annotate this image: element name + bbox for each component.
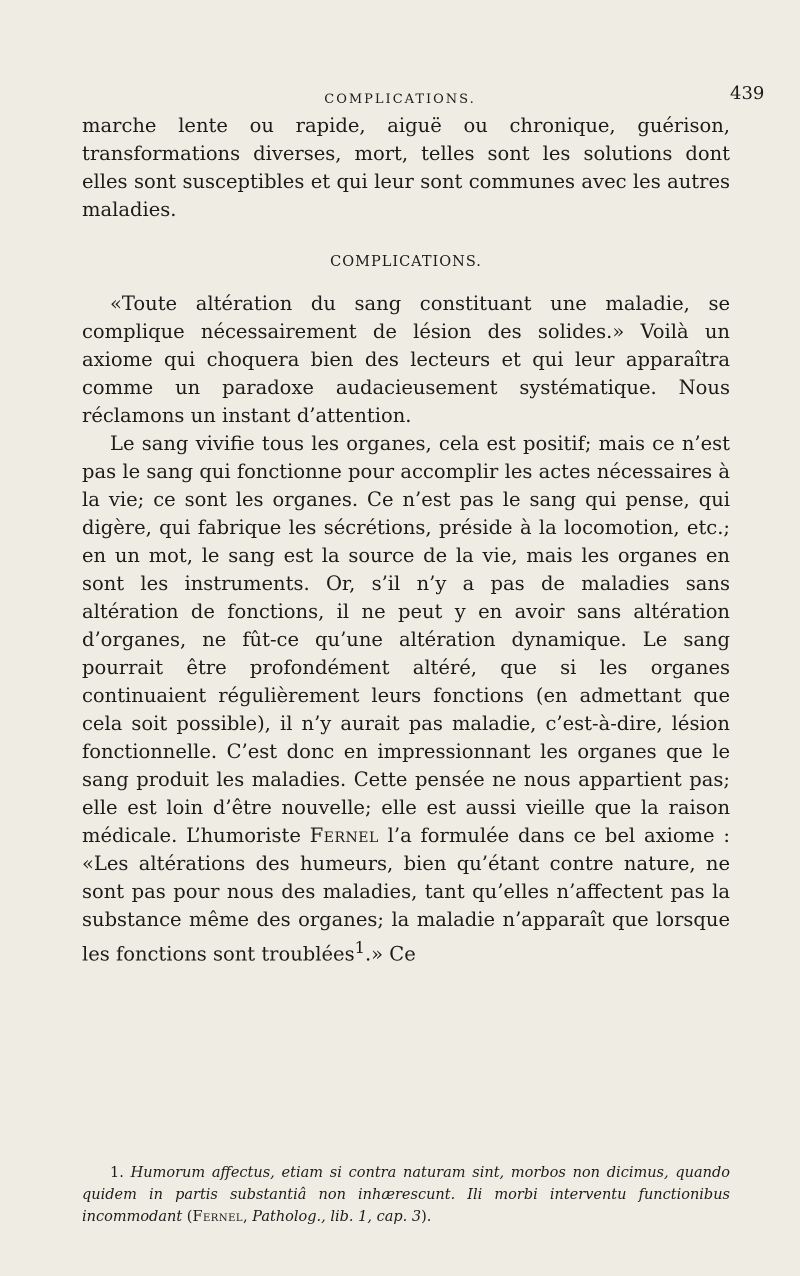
- main-text: [82, 112, 730, 969]
- citation-open: (: [186, 1209, 193, 1225]
- citation-close: ).: [421, 1209, 432, 1225]
- author-name: Fernel: [309, 824, 379, 847]
- footnote: [82, 1162, 730, 1228]
- paragraph-text-part1: Le sang vivifie tous les organes, cela est positif; mais ce n’est pas le sang qui fonctionne pour accomplir les actes nécessaires à la vie; ce sont les organes. Ce n’est pas le sang qui pense, qui digère, qui fabrique les sécrétions, préside à la locomotion, etc.; en un mot, le sang est la source de la vie, mais les organes en sont les instruments. Or, s’il n’y a pas de maladies sans altération de fonctions, il ne peut y en avoir sans altération d’organes, ne fût-ce qu’une altération dynamique. Le sang pourrait être profondément altéré, que si les organes continuaient régulièrement leurs fonctions (en admettant que cela soit possible), il n’y aurait pas maladie, c’est-à-dire, lésion fonctionnelle. C’est donc en impressionnant les organes que le sang produit les maladies. Cette pensée ne nous appartient pas; elle est loin d’être nouvelle; elle est aussi vieille que la raison médicale. L’humoriste: [82, 432, 730, 847]
- section-heading: COMPLICATIONS.: [330, 254, 482, 270]
- footnote-latin-quote: Humorum affectus, etiam si contra naturam sint, morbos non dicimus, quando quidem in partis substantiâ non inhærescunt. Ili morbi interventu functionibus incommodant: [82, 1165, 730, 1225]
- continuation-paragraph: marche lente ou rapide, aiguë ou chronique, guérison, transformations diverses, mort, telles sont les solutions dont elles sont susceptibles et qui leur sont communes avec les autres maladies.: [82, 114, 730, 221]
- citation-separator: ,: [243, 1209, 253, 1225]
- paragraph-argument: [82, 430, 730, 969]
- paragraph-text-part2: l’a formulée dans ce bel axiome : «Les altérations des humeurs, bien qu’étant contre nature, ne sont pas pour nous des maladies, tant qu’elles n’affectent pas la substance même des organes; la maladie n’apparaît que lorsque les fonctions sont troublées: [82, 824, 730, 966]
- citation-author: Fernel: [192, 1209, 244, 1225]
- citation-work: Patholog., lib. 1, cap. 3: [252, 1209, 422, 1225]
- page-number: 439: [730, 83, 765, 104]
- footnote-number: 1.: [110, 1165, 124, 1181]
- footnote-reference: 1: [354, 938, 365, 957]
- paragraph-axiom: «Toute altération du sang constituant une maladie, se complique nécessairement de lésion des solides.» Voilà un axiome qui choquera bien des lecteurs et qui leur apparaîtra comme un paradoxe audacieusement systématique. Nous réclamons un instant d’attention.: [82, 292, 730, 427]
- paragraph-text-part3: .» Ce: [364, 942, 416, 966]
- running-head: COMPLICATIONS.: [324, 92, 476, 107]
